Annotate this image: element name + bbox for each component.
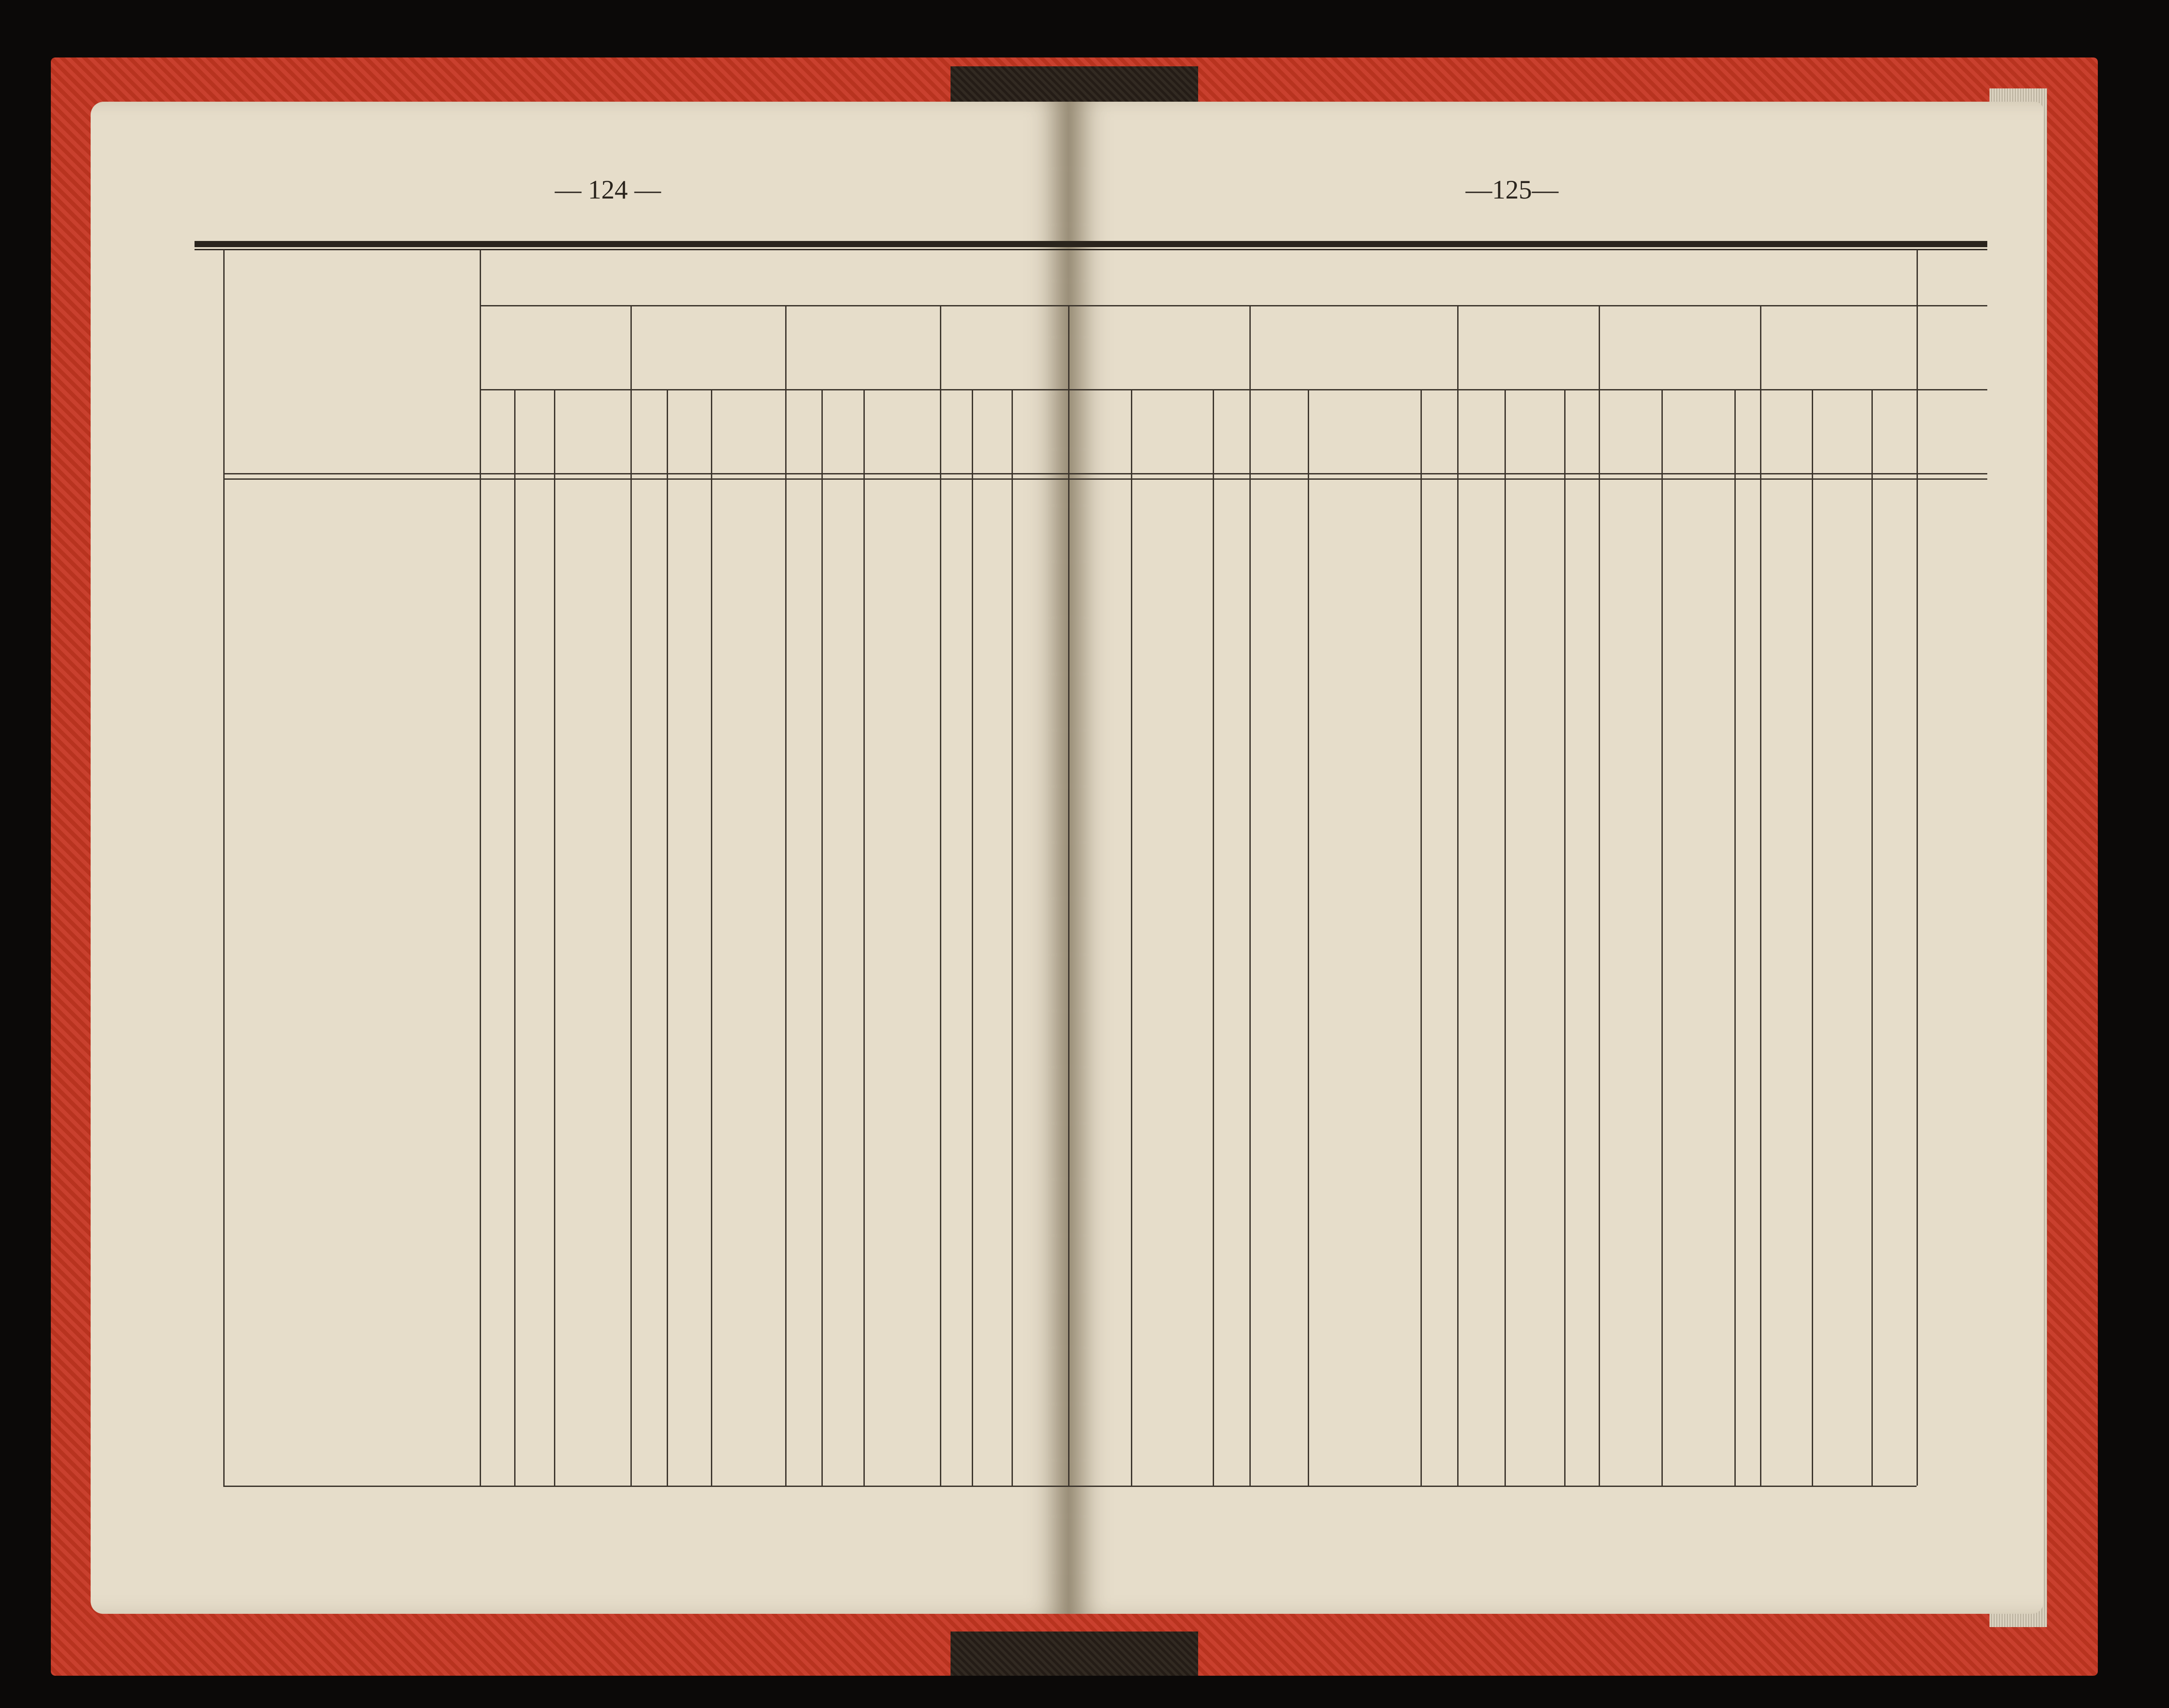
name-col-right xyxy=(480,250,481,1486)
sub-divider xyxy=(514,389,516,1486)
sub-divider xyxy=(972,389,973,1486)
table-right xyxy=(1917,250,1918,1486)
sub-divider xyxy=(1812,389,1813,1486)
sub-divider xyxy=(1308,389,1309,1486)
sub-divider xyxy=(1131,389,1132,1486)
sub-divider xyxy=(1871,389,1873,1486)
spine-headband-bottom xyxy=(951,1632,1198,1676)
sub-divider xyxy=(863,389,865,1486)
table-top-rule-2 xyxy=(195,249,1987,250)
sub-divider xyxy=(711,389,712,1486)
sub-divider xyxy=(554,389,555,1486)
sub-divider xyxy=(1564,389,1566,1486)
crop-divider xyxy=(1760,305,1761,1486)
table-bottom-rule xyxy=(223,1486,1917,1487)
right-page-number: —125— xyxy=(1466,175,1558,204)
crop-divider xyxy=(1249,305,1251,1486)
sub-divider xyxy=(1012,389,1013,1486)
header-bottom-rule xyxy=(223,473,1987,474)
sub-divider xyxy=(1505,389,1506,1486)
sub-divider xyxy=(1421,389,1422,1486)
right-page xyxy=(1069,102,2043,1614)
header-bottom-rule-2 xyxy=(223,478,1987,480)
name-col-left xyxy=(223,250,225,1486)
crop-divider xyxy=(1068,305,1069,1486)
crop-divider xyxy=(1457,305,1459,1486)
crop-divider xyxy=(785,305,787,1486)
left-page xyxy=(91,102,1069,1614)
crop-divider xyxy=(1599,305,1600,1486)
sub-divider xyxy=(1213,389,1214,1486)
sub-divider xyxy=(667,389,668,1486)
crop-divider xyxy=(940,305,941,1486)
left-page-number: — 124 — xyxy=(555,175,661,204)
sub-divider xyxy=(1661,389,1663,1486)
sub-divider xyxy=(1734,389,1736,1486)
table-top-rule xyxy=(195,241,1987,247)
sub-divider xyxy=(821,389,823,1486)
crop-divider xyxy=(630,305,632,1486)
